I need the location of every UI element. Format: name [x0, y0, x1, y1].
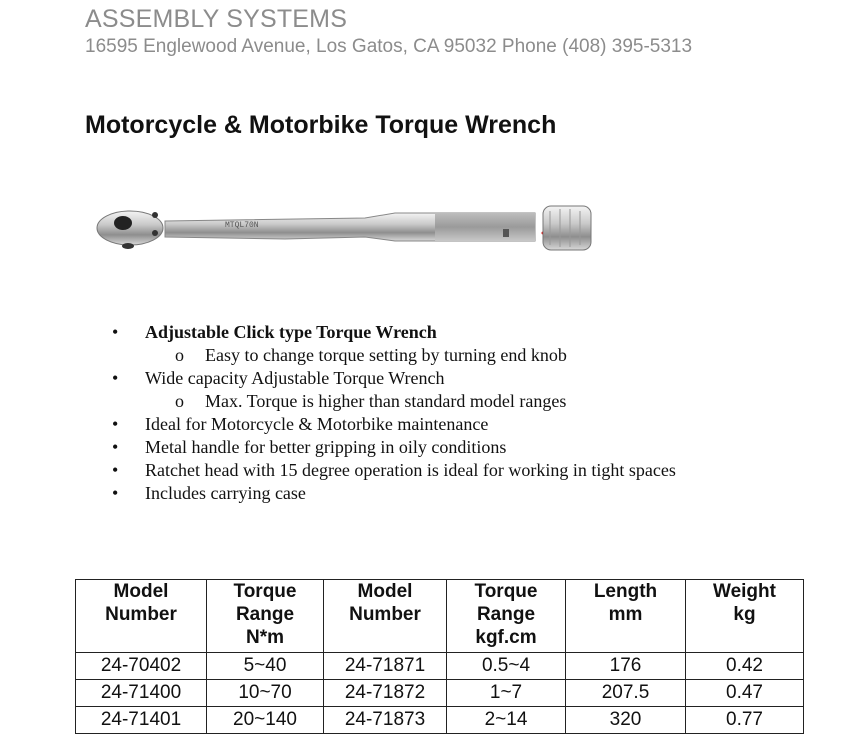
feature-text: Adjustable Click type Torque Wrench	[145, 322, 437, 342]
bullet-icon: •	[112, 414, 119, 434]
table-cell: 0.5~4	[447, 653, 566, 680]
column-header	[447, 580, 566, 653]
bullet-icon: •	[112, 437, 119, 457]
product-title: Motorcycle & Motorbike Torque Wrench	[85, 111, 557, 139]
table-cell: 24-70402	[76, 653, 207, 680]
column-header-line: mm	[608, 604, 643, 625]
table-cell: 24-71871	[324, 653, 447, 680]
torque-wrench-image	[95, 203, 595, 258]
table-cell: 1~7	[447, 680, 566, 707]
table-cell: 24-71873	[324, 707, 447, 734]
company-name: ASSEMBLY SYSTEMS	[85, 5, 348, 33]
table-cell: 0.47	[686, 680, 804, 707]
sub-bullet-icon: o	[175, 391, 184, 411]
sub-bullet-icon: o	[175, 345, 184, 365]
column-header-line: Range	[476, 604, 536, 625]
table-row	[76, 680, 804, 707]
feature-text: Easy to change torque setting by turning end knob	[205, 345, 567, 365]
column-header-line: Number	[105, 604, 177, 625]
wrench-marking: MTQL70N	[225, 221, 259, 230]
column-header-line: N*m	[245, 627, 284, 648]
column-header-line: Model	[357, 581, 413, 602]
column-header	[566, 580, 686, 653]
column-header-line: Torque	[474, 581, 538, 602]
bullet-icon: •	[112, 368, 119, 388]
bullet-icon: •	[112, 322, 119, 342]
feature-text: Metal handle for better gripping in oily conditions	[145, 437, 507, 457]
column-header-line: Range	[235, 604, 295, 625]
column-header-line: kg	[733, 604, 756, 625]
feature-text: Includes carrying case	[145, 483, 306, 503]
column-header-line: Weight	[713, 581, 776, 602]
feature-text: Max. Torque is higher than standard model ranges	[205, 391, 567, 411]
feature-text: Ratchet head with 15 degree operation is ideal for working in tight spaces	[145, 460, 676, 480]
column-header-line: kgf.cm	[475, 627, 537, 648]
column-header	[207, 580, 324, 653]
bullet-icon: •	[112, 483, 119, 503]
table-cell: 0.77	[686, 707, 804, 734]
table-cell: 10~70	[207, 680, 324, 707]
table-cell: 5~40	[207, 653, 324, 680]
column-header	[76, 580, 207, 653]
feature-text: Wide capacity Adjustable Torque Wrench	[145, 368, 445, 388]
column-header	[686, 580, 804, 653]
table-row	[76, 707, 804, 734]
column-header-line: Model	[113, 581, 169, 602]
table-cell: 320	[566, 707, 686, 734]
table-cell: 24-71400	[76, 680, 207, 707]
table-cell: 176	[566, 653, 686, 680]
feature-text: Ideal for Motorcycle & Motorbike maintenance	[145, 414, 489, 434]
column-header-line: Torque	[233, 581, 297, 602]
company-address: 16595 Englewood Avenue, Los Gatos, CA 95032 Phone (408) 395-5313	[85, 36, 693, 57]
table-cell: 207.5	[566, 680, 686, 707]
specifications-table	[75, 579, 804, 734]
column-header-line: Length	[593, 581, 658, 602]
table-header-row	[76, 580, 804, 653]
table-cell: 2~14	[447, 707, 566, 734]
column-header-line: Number	[349, 604, 421, 625]
bullet-icon: •	[112, 460, 119, 480]
table-cell: 0.42	[686, 653, 804, 680]
table-row	[76, 653, 804, 680]
table-cell: 24-71872	[324, 680, 447, 707]
table-cell: 20~140	[207, 707, 324, 734]
column-header	[324, 580, 447, 653]
table-cell: 24-71401	[76, 707, 207, 734]
